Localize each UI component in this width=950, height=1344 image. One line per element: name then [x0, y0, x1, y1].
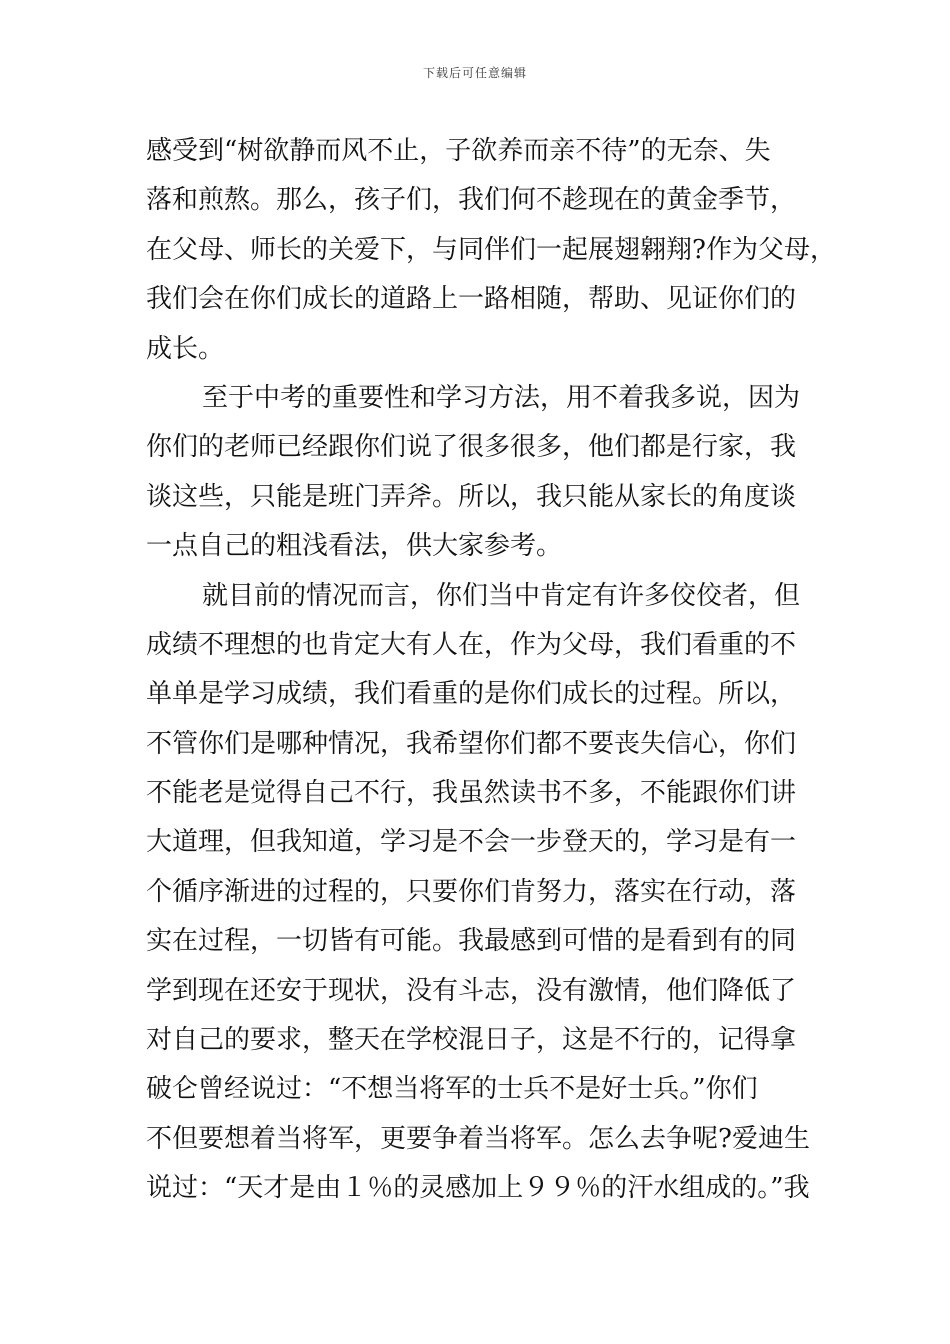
- text-line: 个循序渐进的过程的，只要你们肯努力，落实在行动，落: [146, 876, 797, 907]
- text-line: 成绩不理想的也肯定大有人在，作为父母，我们看重的不: [146, 629, 797, 660]
- text-line: 不管你们是哪种情况，我希望你们都不要丧失信心，你们: [146, 728, 797, 759]
- text-line: 至于中考的重要性和学习方法，用不着我多说，因为: [202, 382, 801, 413]
- text-line: 谈这些，只能是班门弄斧。所以，我只能从家长的角度谈: [146, 481, 797, 512]
- text-line: 在父母、师长的关爱下，与同伴们一起展翅翱翔?作为父母，: [146, 234, 836, 265]
- page-header: 下载后可任意编辑: [422, 66, 527, 80]
- text-line: 你们的老师已经跟你们说了很多很多，他们都是行家，我: [146, 432, 797, 463]
- text-line: 对自己的要求，整天在学校混日子，这是不行的，记得拿: [146, 1025, 797, 1056]
- text-line: 不能老是觉得自己不行，我虽然读书不多，不能跟你们讲: [146, 778, 797, 809]
- text-line: 破仑曾经说过：“不想当将军的士兵不是好士兵。”你们: [146, 1074, 758, 1105]
- text-line: 大道理，但我知道，学习是不会一步登天的，学习是有一: [146, 827, 797, 858]
- text-line: 我们会在你们成长的道路上一路相随，帮助、见证你们的: [146, 284, 797, 315]
- text-line: 实在过程，一切皆有可能。我最感到可惜的是看到有的同: [146, 926, 797, 957]
- text-line: 单单是学习成绩，我们看重的是你们成长的过程。所以，: [146, 679, 797, 710]
- text-line: 说过：“天才是由１％的灵感加上９９％的汗水组成的。”我: [146, 1173, 810, 1204]
- text-line: 不但要想着当将军，更要争着当将军。怎么去争呢?爱迪生: [146, 1123, 810, 1154]
- text-line: 落和煎熬。那么，孩子们，我们何不趁现在的黄金季节，: [146, 185, 797, 216]
- text-line: 感受到“树欲静而风不止，子欲养而亲不待”的无奈、失: [146, 136, 771, 166]
- document-body: [146, 127, 836, 1214]
- text-line: 学到现在还安于现状，没有斗志，没有激情，他们降低了: [146, 975, 797, 1006]
- text-line: 成长。: [146, 333, 225, 364]
- text-line: 一点自己的粗浅看法，供大家参考。: [146, 531, 563, 562]
- text-line: 就目前的情况而言，你们当中肯定有许多佼佼者，但: [202, 580, 801, 611]
